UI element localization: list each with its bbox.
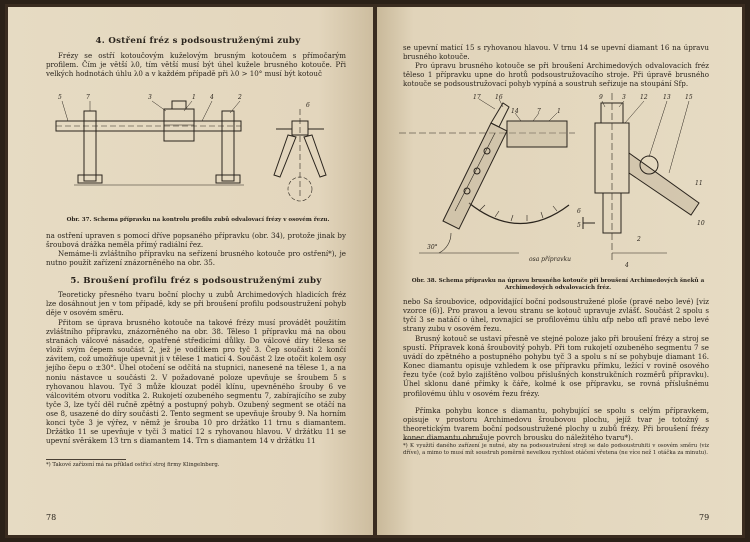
fig38-label-11: 11: [695, 180, 703, 187]
fig38-label-6: 6: [577, 208, 581, 215]
right-paragraph-5: Přímka pohybu konce s diamantu, pohybující se spolu s celým přípravkem, opisuje v prostoru Archimedovu šroubovou plochu, jejíž tvar je totožný s theoretickým tvarem boční podsoustružené plochy u zubů frézy. Při broušení frézy konec diamantu obrušuje povrch brousku do náležitého tvaru*).: [403, 406, 709, 443]
book-spread: [5, 4, 745, 538]
fig38-label-7: 7: [537, 108, 541, 115]
fig38-label-5: 5: [577, 222, 581, 229]
left-page: [8, 7, 373, 535]
fig38-label-3: 3: [622, 94, 626, 101]
fig38-label-13: 13: [663, 94, 671, 101]
left-figure-caption: Obr. 37. Schema přípravku na kontrolu profilu zubů odvalovací frézy v osovém řezu.: [66, 217, 330, 223]
fig37-label-2: 2: [238, 94, 242, 101]
fig38-label-15: 15: [685, 94, 693, 101]
fig37-label-6: 6: [306, 102, 310, 109]
fig38-label-4: 4: [625, 262, 629, 269]
left-heading: 4. Ostření fréz s podsoustruženými zuby: [95, 36, 301, 46]
fig38-label-1: 1: [557, 108, 561, 115]
left-paragraph-2: na ostření upraven s pomocí dříve popsaného přípravku (obr. 34), protože jinak by šroubová drážka neměla přímý radiální řez.: [46, 231, 346, 250]
fig38-label-17: 17: [473, 94, 481, 101]
fig38-angle-label: 30°: [427, 244, 438, 251]
fig38-label-12: 12: [640, 94, 648, 101]
fig38-body: [507, 121, 567, 147]
right-figure-caption: Obr. 38. Schema přípravku na úpravu brusného kotouče při broušení Archimedových šneků a Archimedových odvalovacích fréz.: [411, 278, 705, 291]
fig38-label-16: 16: [495, 94, 503, 101]
fig38-label-2: 2: [637, 236, 641, 243]
left-heading-2: 5. Broušení profilu fréz s podsoustruženými zuby: [70, 276, 322, 286]
figure-37: [44, 91, 349, 211]
right-paragraph-3: nebo Sa šroubovice, odpovídající boční podsoustružené ploše (pravé nebo levé) [viz vzorce (6)]. Pro pravou a levou stranu se kotouč upravuje zvlášť. Součást 2 spolu s tyčí 3 se natáčí o úhel, rovnající se profilovému úhlu αfp nebo αfl pravé nebo levé strany zubu v osovém řezu.: [403, 297, 709, 334]
right-paragraph-2: Pro úpravu brusného kotouče se při broušení Archimedových odvalovacích fréz těleso 1 přípravku upne do hrotů podsoustružovacího stroje. Při úpravě brusného kotouče se podsoustružovací pohyb vypíná a soustruh seřizuje na stoupání Sfp.: [403, 61, 709, 89]
fig37-label-7: 7: [86, 94, 90, 101]
fig38-label-10: 10: [697, 220, 705, 227]
right-paragraph-4: Brusný kotouč se ustaví přesně ve stejné poloze jako při broušení frézy a stroj se spustí. Přípravek koná šroubovitý pohyb. Při tom rukojetí ozubeného segmentu 7 se uvádí do zpětného a postupného pohybu tyč 3 a spolu s ní se pohybuje diamant 16. Konec diamantu opisuje vzhledem k ose přípravku přímku, ležící v rovině osového řezu tyče (což bylo zajištěno volbou příslušných konstrukčních rozměrů přípravku). Úhel sklonu dané přímky k čáře, kolmé k ose přípravku, se rovná příslušnému profilovému úhlu v osovém řezu frézy.: [403, 334, 709, 398]
figure-38: [399, 93, 714, 273]
fig38-label-9: 9: [599, 94, 603, 101]
left-paragraph-3: Nemáme-li zvláštního přípravku na seřízení brusného kotouče pro ostření*), je nutno použít zařízení znázorněného na obr. 35.: [46, 249, 346, 268]
left-paragraph-1: Frézy se ostří kotoučovým kuželovým brusným kotoučem s přímočarým profilem. Čím je větší λ0, tím větší musí být úhel kužele brusného kotouče. Při velkých hodnotách úhlu λ0 a v každém případě při λ0 > 10° musí být kotouč: [46, 51, 346, 79]
fig37-label-3: 3: [148, 94, 152, 101]
left-footnote: *) Takové zařízení má na příklad ostřicí stroj firmy Klingelnberg.: [46, 462, 220, 468]
fig38-label-14: 14: [511, 108, 519, 115]
right-footnote: *) K využití daného zařízení je nutné, aby na podsoustružení stroji se dalo podsoustruhiti v osovém směru (viz dříve), a mimo to musí mít soustruh poměrně nevelkou rychlost otáčení vřetena (ne více než 1 otáčka za minutu).: [403, 443, 709, 456]
right-footnote-rule: [403, 439, 483, 440]
right-paragraph-1: se upevní maticí 15 s ryhovanou hlavou. V trnu 14 se upevní diamant 16 na úpravu brusného kotouče.: [403, 43, 709, 62]
right-page: [377, 7, 742, 535]
fig38-side-bar: [629, 153, 699, 215]
right-page-number: 79: [699, 513, 710, 522]
fig37-label-4: 4: [210, 94, 214, 101]
left-paragraph-5: Přitom se úprava brusného kotouče na takové frézy musí provádět použitím zvláštního přípravku, znázorněného na obr. 38. Těleso 1 přípravku má na obou stranách válcové násadce, opatřené středicími důlky. Do válcové díry tělesa se vloží svým čepem součást 2, jež je vodítkem pro tyč 3. Čep součásti 2 končí závitem, což umožňuje upevnit ji v tělese 1 maticí 4. Součást 2 lze otočit kolem osy jejího čepu o ±30°. Úhel otočení se odčítá na stupnici, nanesené na tělese 1, a na noniu nástavce u součásti 2. V požadované poloze upevňuje se šroubem 5 s ryhovanou hlavou. Tyč 3 může klouzat podél klínu, upevněného šrouby 6 ve válcovitém otvoru vodítka 2. Rukojetí ozubeného segmentu 7, zabírajícího se zuby tyče 3, lze tyčí děl ručně zpětný a postupný pohyb. Ozubený segment se otáčí na ose 8, usazené do díry součásti 2. Tento segment se upevňuje šrouby 9. Na horním konci tyče 3 je výřez, v němž je šrouba 10 pro držátko 11 trnu s diamantem. Držátko 11 se upevňuje v tyči 3 maticí 12 s ryhovanou hlavou. V držátku 11 se upevní svěrákem 13 trn s diamantem 14. Trn s diamantem 14 v držátku 11: [46, 318, 346, 446]
left-page-number: 78: [46, 513, 57, 522]
left-footnote-rule: [46, 459, 126, 460]
left-paragraph-4: Teoreticky přesného tvaru boční plochy u zubů Archimedových hladicích fréz lze dosáhnout jen v tom případě, kdy se při broušení profilu podsoustružení pohyb děje v osovém směru.: [46, 290, 346, 318]
fig38-axis-annotation: osa přípravku: [529, 256, 571, 263]
fig37-label-1: 1: [192, 94, 196, 101]
fig37-label-5: 5: [58, 94, 62, 101]
